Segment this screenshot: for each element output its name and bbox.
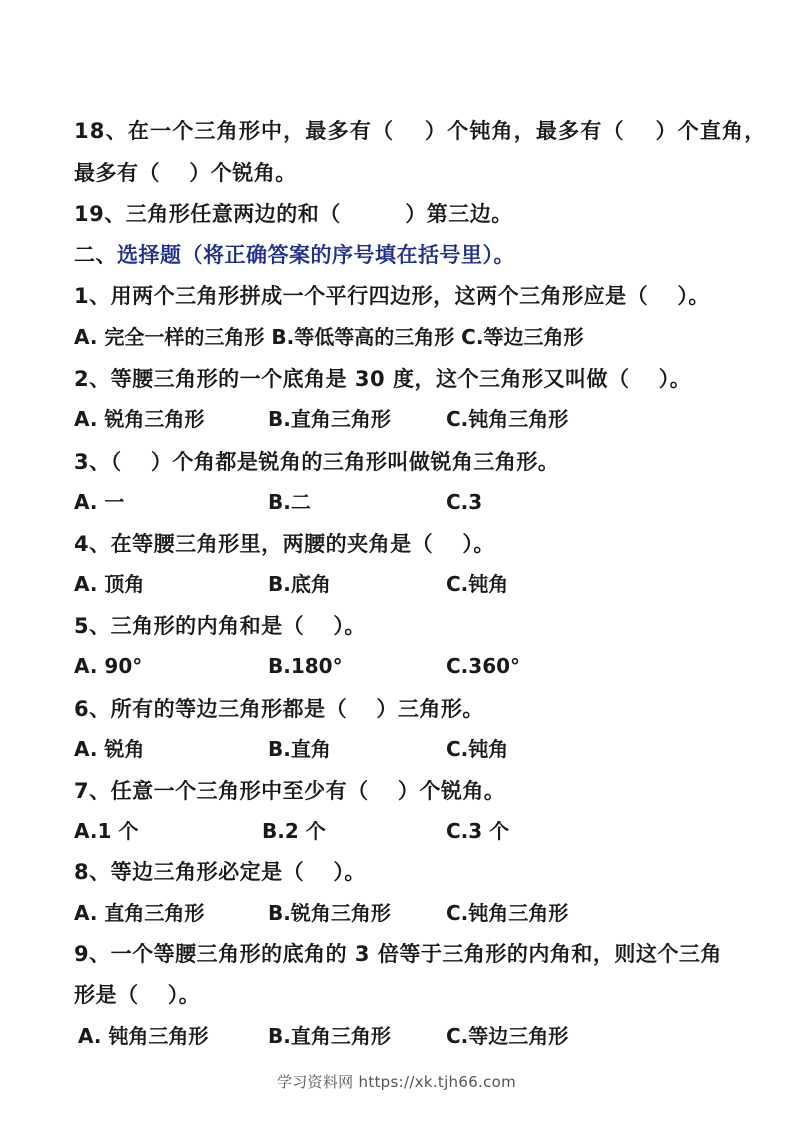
question-9-stem-line-2: 形是（ ）。 <box>74 983 201 1007</box>
footer-watermark: 学习资料网 https://xk.tjh66.com <box>276 1073 517 1091</box>
question-6-option-c: C.钝角 <box>446 737 509 761</box>
question-18-line-1: 18、在一个三角形中，最多有（ ）个钝角，最多有（ ）个直角， <box>74 119 767 143</box>
question-9-option-c: C.等边三角形 <box>446 1024 569 1048</box>
question-7-option-a: A.1 个 <box>74 819 139 843</box>
question-9-stem-line-1: 9、一个等腰三角形的底角的 3 倍等于三角形的内角和，则这个三角 <box>74 942 722 966</box>
question-4-stem: 4、在等腰三角形里，两腰的夹角是（ ）。 <box>74 532 495 556</box>
question-7-option-b: B.2 个 <box>262 819 326 843</box>
question-2-stem: 2、等腰三角形的一个底角是 30 度，这个三角形又叫做（ ）。 <box>74 367 692 391</box>
question-8-stem: 8、等边三角形必定是（ ）。 <box>74 860 366 884</box>
question-1-stem: 1、用两个三角形拼成一个平行四边形，这两个三角形应是（ ）。 <box>74 284 710 308</box>
question-18-line-2: 最多有（ ）个锐角。 <box>74 161 297 185</box>
question-8-option-a: A. 直角三角形 <box>74 901 205 925</box>
question-8-option-c: C.钝角三角形 <box>446 901 569 925</box>
question-3-option-b: B.二 <box>268 490 311 514</box>
section-2-title: 选择题（将正确答案的序号填在括号里）。 <box>117 243 515 267</box>
question-4-option-c: C.钝角 <box>446 572 509 596</box>
question-1-options: A. 完全一样的三角形 B.等低等高的三角形 C.等边三角形 <box>74 325 584 349</box>
question-8-option-b: B.锐角三角形 <box>268 901 391 925</box>
question-3-option-a: A. 一 <box>74 490 125 514</box>
question-2-option-a: A. 锐角三角形 <box>74 407 205 431</box>
question-9-option-a: A. 钝角三角形 <box>78 1024 209 1048</box>
question-2-option-b: B.直角三角形 <box>268 407 391 431</box>
question-7-stem: 7、任意一个三角形中至少有（ ）个锐角。 <box>74 779 506 803</box>
section-2-heading <box>74 242 515 268</box>
question-6-option-b: B.直角 <box>268 737 331 761</box>
question-3-option-c: C.3 <box>446 490 483 514</box>
question-4-option-b: B.底角 <box>268 572 331 596</box>
question-3-stem: 3、（ ）个角都是锐角的三角形叫做锐角三角形。 <box>74 450 560 474</box>
question-5-option-a: A. 90° <box>74 654 143 678</box>
question-7-option-c: C.3 个 <box>446 819 510 843</box>
question-4-option-a: A. 顶角 <box>74 572 145 596</box>
question-6-option-a: A. 锐角 <box>74 737 145 761</box>
question-6-stem: 6、所有的等边三角形都是（ ）三角形。 <box>74 697 484 721</box>
question-9-option-b: B.直角三角形 <box>268 1024 391 1048</box>
question-19: 19、三角形任意两边的和（ ）第三边。 <box>74 202 513 226</box>
question-2-option-c: C.钝角三角形 <box>446 407 569 431</box>
question-5-option-c: C.360° <box>446 654 521 678</box>
question-5-option-b: B.180° <box>268 654 343 678</box>
section-2-number: 二、 <box>74 243 117 267</box>
question-5-stem: 5、三角形的内角和是（ ）。 <box>74 614 366 638</box>
